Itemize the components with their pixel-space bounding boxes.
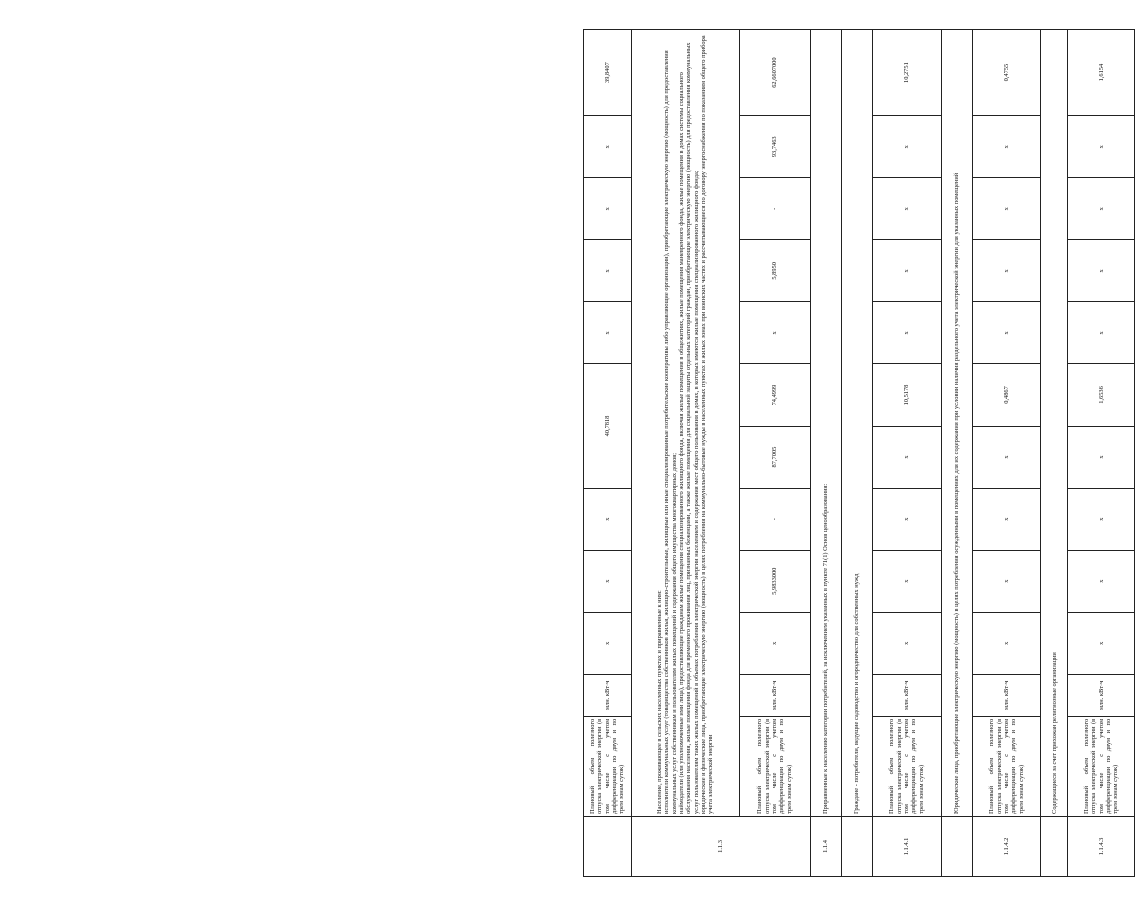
- value-cell: x: [872, 426, 941, 488]
- value-cell: x: [972, 426, 1041, 488]
- value-cell: 40,7818: [584, 364, 632, 488]
- row-number: [584, 816, 632, 876]
- value-cell: -: [739, 178, 810, 240]
- value-cell: 10,5178: [872, 364, 941, 426]
- value-cell: x: [872, 178, 941, 240]
- tariff-table: [583, 29, 1135, 877]
- value-cell: -: [739, 488, 810, 550]
- category-line: наймодатели (или уполномоченные ими лица), предоставляющие гражданам жилые помещения специализированного жилищного фонда, включая жилые помещения в общежитиях, жилые помещения маневренного фонда, жилые помещения в домах системы социального обслуживания населения, жилые помещения фонда для временного проживания лиц, признанных беженцами, а также жилые помещения для социальной защиты отдельных категорий граждан, приобретающие электрическую энергию (мощность) для предоставления коммунальных услуг пользователям таких жилых помещений в объемах потребления электрической энергии населением и содержания мест общего пользования в домах, в которых имеются жилые помещения специализированного жилищного фонда;: [678, 42, 700, 814]
- value-cell: x: [872, 550, 941, 612]
- value-cell: x: [1068, 178, 1135, 240]
- value-cell: x: [972, 488, 1041, 550]
- value-cell: x: [1068, 240, 1135, 302]
- value-cell: x: [1068, 426, 1135, 488]
- unit-cell: млн. кВт·ч: [584, 674, 632, 716]
- table-row: [941, 30, 972, 877]
- value-cell: 1,6154: [1068, 30, 1135, 116]
- value-cell: x: [972, 116, 1041, 178]
- value-cell: x: [584, 178, 632, 240]
- table-row: [739, 30, 810, 877]
- row-number: 1.1.4.3: [1068, 816, 1135, 876]
- table-row: [1068, 30, 1135, 877]
- category-subheader: Юридические лица, приобретающие электрическую энергию (мощность) в целях потребления осужденными в помещениях для их содержания при условии наличия раздельного учета электрической энергии для указанных помещений: [941, 30, 972, 817]
- table-row: [872, 30, 941, 877]
- value-cell: 93,7463: [739, 116, 810, 178]
- value-cell: x: [972, 302, 1041, 364]
- rotated-table-wrapper: [583, 29, 1135, 877]
- value-cell: x: [1068, 612, 1135, 674]
- value-cell: x: [872, 240, 941, 302]
- value-cell: 0,4755: [972, 30, 1041, 116]
- category-line: Население, проживающее в сельских населенных пунктах и приравненные к ним:: [655, 590, 663, 814]
- value-cell: 1,6536: [1068, 364, 1135, 426]
- value-cell: x: [1068, 550, 1135, 612]
- value-cell: 5,8950: [739, 240, 810, 302]
- table-row: [1041, 30, 1068, 877]
- value-cell: x: [972, 550, 1041, 612]
- value-cell: x: [1068, 302, 1135, 364]
- row-description: Плановый объем полезного отпуска электрической энергии (в том числе с учетом дифференциации по двум и по трем зонам суток): [972, 716, 1041, 816]
- value-cell: x: [584, 488, 632, 550]
- category-header: Приравненные к населению категории потребителей, за исключением указанных в пункте 71(1) Основ ценообразования:: [810, 30, 841, 817]
- category-line: юридические и физические лица, приобретающие электрическую энергию (мощность) в целях потребления на коммунально-бытовые нужды в населенных пунктах и жилых зонах при воинских частях и рассчитывающиеся по договору энергоснабжения по показаниям общего прибора учета электрической энергии: [700, 35, 715, 814]
- row-number: 1.1.4: [810, 816, 841, 876]
- value-cell: x: [739, 302, 810, 364]
- table-row: [584, 30, 632, 877]
- value-cell: 0,4867: [972, 364, 1041, 426]
- value-cell: x: [584, 116, 632, 178]
- value-cell: x: [584, 240, 632, 302]
- value-cell: x: [1068, 116, 1135, 178]
- unit-cell: млн. кВт·ч: [739, 674, 810, 716]
- row-number: [1041, 816, 1068, 876]
- row-description: Плановый объем полезного отпуска электрической энергии (в том числе с учетом дифференциации по двум и по трем зонам суток): [872, 716, 941, 816]
- row-number: 1.1.4.2: [972, 816, 1041, 876]
- row-number: 1.1.4.1: [872, 816, 941, 876]
- value-cell: x: [872, 116, 941, 178]
- category-subheader: Граждане - потребители, ведущие садоводство и огородничество для собственных нужд: [841, 30, 872, 817]
- value-cell: x: [584, 302, 632, 364]
- category-header: [631, 30, 739, 817]
- unit-cell: млн. кВт·ч: [1068, 674, 1135, 716]
- value-cell: 10,2751: [872, 30, 941, 116]
- value-cell: x: [972, 612, 1041, 674]
- value-cell: x: [872, 612, 941, 674]
- value-cell: x: [584, 612, 632, 674]
- table-row: [841, 30, 872, 877]
- value-cell: x: [872, 302, 941, 364]
- value-cell: 62,6607000: [739, 30, 810, 116]
- category-line: исполнители коммунальных услуг (товарищества собственников жилья, жилищно-строительные, жилищные или иные специализированные потребительские кооперативы либо управляющие организации), приобретающие электрическую энергию (мощность) для предоставления коммунальных услуг собственникам и пользователям жилых помещений и содержания общего имущества многоквартирных домов;: [663, 50, 678, 814]
- row-number: 1.1.3: [631, 816, 810, 876]
- unit-cell: млн. кВт·ч: [972, 674, 1041, 716]
- value-cell: x: [739, 612, 810, 674]
- row-description: Плановый объем полезного отпуска электрической энергии (в том числе с учетом дифференциации по двум и по трем зонам суток): [1068, 716, 1135, 816]
- value-cell: 87,7005: [739, 426, 810, 488]
- value-cell: x: [972, 240, 1041, 302]
- row-description: Плановый объем полезного отпуска электрической энергии (в том числе с учетом дифференциации по двум и по трем зонам суток): [739, 716, 810, 816]
- value-cell: x: [584, 550, 632, 612]
- table-row: [810, 30, 841, 877]
- unit-cell: млн. кВт·ч: [872, 674, 941, 716]
- value-cell: 39,8407: [584, 30, 632, 116]
- value-cell: x: [972, 178, 1041, 240]
- row-description: Плановый объем полезного отпуска электрической энергии (в том числе с учетом дифференциации по двум и по трем зонам суток): [584, 716, 632, 816]
- row-number: [941, 816, 972, 876]
- category-subheader: Содержащиеся за счет прихожан религиозные организации: [1041, 30, 1068, 817]
- value-cell: x: [872, 488, 941, 550]
- value-cell: 5,9833000: [739, 550, 810, 612]
- table-row: [631, 30, 739, 877]
- row-number: [841, 816, 872, 876]
- value-cell: x: [1068, 488, 1135, 550]
- table-row: [972, 30, 1041, 877]
- value-cell: 74,4999: [739, 364, 810, 426]
